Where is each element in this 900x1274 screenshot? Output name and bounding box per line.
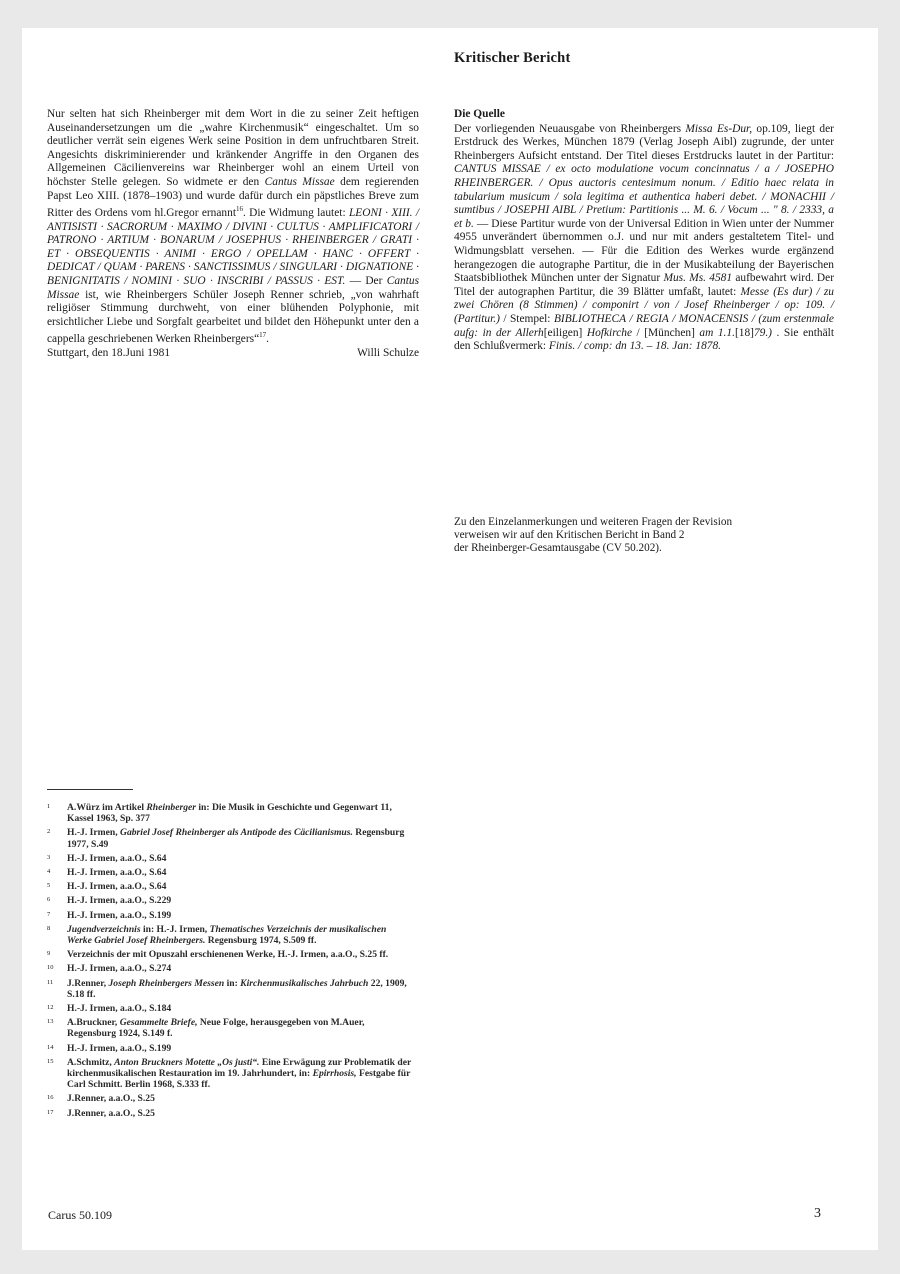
footnote-text: J.Renner, a.a.O., S.25 <box>67 1093 155 1105</box>
footnote-text: H.-J. Irmen, a.a.O., S.184 <box>67 1003 172 1015</box>
footnote-number: 4 <box>47 868 51 876</box>
footnote-text: H.-J. Irmen, a.a.O., S.64 <box>67 881 167 893</box>
footnote-number: 1 <box>47 803 51 810</box>
footnote-number: 17 <box>47 1108 54 1116</box>
footnote-number: 3 <box>47 853 51 861</box>
footnote-number: 9 <box>47 950 51 958</box>
footnote-number: 12 <box>47 1004 54 1012</box>
revision-line: der Rheinberger-Gesamtausgabe (CV 50.202). <box>454 541 662 554</box>
footnote-text: H.-J. Irmen, a.a.O., S.199 <box>67 909 172 921</box>
place-date: Stuttgart, den 18.Juni 1981 <box>47 346 171 359</box>
footnote-item <box>47 1108 412 1119</box>
signature-row <box>47 347 419 361</box>
footnote-item <box>47 1017 412 1039</box>
revision-note <box>454 516 834 554</box>
footnote-number: 11 <box>47 978 54 986</box>
footnote-item <box>47 802 412 824</box>
revision-line: Zu den Einzelanmerkungen und weiteren Fragen der Revision <box>454 516 733 528</box>
footnote-item <box>47 1057 412 1091</box>
footnote-number: 13 <box>47 1018 54 1026</box>
footnote-item <box>47 924 412 946</box>
foreword-column <box>47 108 419 360</box>
footnote-text: A.Schmitz, Anton Bruckners Motette „Os justi“. Eine Erwägung zur Problematik der kirchenmusikalischen Restauration im 19. Jahrhundert, in: Epirrhosis, Festgabe für Carl Schmitt. Berlin 1968, S.333 ff. <box>67 1056 412 1091</box>
footnote-item <box>47 949 412 960</box>
source-column <box>454 108 834 354</box>
page-heading: Kritischer Bericht <box>454 50 571 66</box>
footnote-text: H.-J. Irmen, a.a.O., S.64 <box>67 852 167 864</box>
footnote-number: 8 <box>47 924 51 932</box>
section-title: Die Quelle <box>454 108 505 120</box>
footnotes-list <box>47 802 412 1122</box>
source-text: Der vorliegenden Neuausgabe von Rheinbergers Missa Es-Dur, op.109, liegt der Erstdruck des Werkes, München 1879 (Verlag Joseph Aibl) zugrunde, der unter Rheinbergers Aufsicht entstand. Der Titel dieses Erstdrucks lautet in der Partitur: CANTUS MISSAE / ex octo modulatione vocum concinnatus / a / JOSEPHO RHEINBERGER. / Opus auctoris centesimum nonum. / Editio haec relata in tabularium musicum / sola legitima et authentica haberi debet. / MONACHII / sumtibus / JOSEPHI AIBL / Pretium: Partitionis ... M. 6. / Vocum ... " 8. / 2333, a et b. — Diese Partitur wurde von der Universal Edition in Wien unter der Nummer 4955 unverändert übernommen o.J. und nur mit anders gestaltetem Titel- und Widmungsblatt versehen. — Für die Edition des Werkes wurde ergänzend herangezogen die autographe Partitur, die in der Musikabteilung der Bayerischen Staatsbibliothek München unter der Signatur Mus. Ms. 4581 aufbewahrt wird. Der Titel der autographen Partitur, die 39 Blätter umfaßt, lautet: Messe (Es dur) / zu zwei Chören (8 Stimmen) / componirt / von / Josef Rheinberger / op: 109. / (Partitur.) / Stempel: BIBLIOTHECA / REGIA / MONACENSIS / (zum erstenmale aufg: in der Allerh[eiligen] Hofkirche / [München] am 1.1.[18]79.) . Sie enthält den Schlußvermerk: Finis. / comp: dn 13. – 18. Jan: 1878. <box>454 122 834 353</box>
footnote-divider <box>47 789 133 790</box>
document-page <box>22 28 878 1250</box>
footnote-item <box>47 963 412 974</box>
footnote-text: H.-J. Irmen, Gabriel Josef Rheinberger als Antipode des Cäcilianismus. Regensburg 1977, S.49 <box>67 827 405 850</box>
footnote-number: 2 <box>47 828 51 836</box>
footnote-text: J.Renner, Joseph Rheinbergers Messen in: Kirchenmusikalisches Jahrbuch 22, 1909, S.18 ff. <box>67 977 407 1000</box>
foreword-text: Nur selten hat sich Rheinberger mit dem Wort in die zu seiner Zeit heftigen Auseinandersetzungen um die „wahre Kirchenmusik“ eingeschaltet. Um so deutlicher verrät sein eigenes Werk seine Position in dem unfruchtbaren Streit. Angesichts diskriminierender und kränkender Angriffe in den Organen des Allgemeinen Cäcilienvereins war Rheinberger wohl an einem Urteil von höchster Stelle gelegen. So widmete er den Cantus Missae dem regierenden Papst Leo XIII. (1878–1903) und wurde dafür durch ein päpstliches Breve zum Ritter des Ordens vom hl.Gregor ernannt$^{16}$. Die Widmung lautet: LEONI · XIII. / ANTISISTI · SACRORUM · MAXIMO / DIVINI · CULTUS · AMPLIFICATORI / PATRONO · ARTIUM · BONARUM / JOSEPHUS · RHEINBERGER / GRATI · ET · OBSEQUENTIS · ANIMI · ERGO / OPELLAM · HANC · OFFERT · DEDICAT / QUAM · PARENS · SANCTISSIMUS / SINGULARI · DIGNATIONE · BENIGNITATIS / NOMINI · SUO · INSCRIBI / PASSUS · EST. — Der Cantus Missae ist, wie Rheinbergers Schüler Joseph Renner schrieb, „von wahrhaft religiöser Stimmung durchweht, von einer blühenden Polyphonie, mit ersichtlicher Liebe und Sorgfalt gearbeitet und bildet den Höhepunkt unter den a cappella geschriebenen Werken Rheinbergers“$^{17}$. <box>47 108 420 346</box>
footnote-text: A.Bruckner, Gesammelte Briefe, Neue Folge, herausgegeben von M.Auer, Regensburg 1924, S.149 f. <box>67 1017 365 1040</box>
footnote-item <box>47 827 412 849</box>
footnote-number: 14 <box>47 1043 54 1051</box>
footnote-item <box>47 1093 412 1104</box>
publisher-code: Carus 50.109 <box>48 1208 112 1222</box>
footnote-text: J.Renner, a.a.O., S.25 <box>67 1107 155 1119</box>
footnote-number: 15 <box>47 1057 54 1065</box>
footnote-text: Jugendverzeichnis in: H.-J. Irmen, Thematisches Verzeichnis der musikalischen Werke Gabriel Josef Rheinbergers. Regensburg 1974, S.509 ff. <box>67 923 387 947</box>
footnote-item <box>47 1003 412 1014</box>
footnote-item <box>47 867 412 878</box>
footnote-item <box>47 1043 412 1054</box>
footnote-number: 10 <box>47 964 54 972</box>
revision-line: verweisen wir auf den Kritischen Bericht in Band 2 <box>454 528 685 541</box>
footnote-number: 7 <box>47 910 51 918</box>
footnote-item <box>47 978 412 1000</box>
footnote-text: A.Würz im Artikel Rheinberger in: Die Musik in Geschichte und Gegenwart 11, Kassel 1963, Sp. 377 <box>67 802 392 825</box>
footnote-text: Verzeichnis der mit Opuszahl erschienenen Werke, H.-J. Irmen, a.a.O., S.25 ff. <box>67 949 389 961</box>
footnote-text: H.-J. Irmen, a.a.O., S.229 <box>67 895 172 907</box>
footnote-item <box>47 895 412 906</box>
footnote-text: H.-J. Irmen, a.a.O., S.64 <box>67 867 167 879</box>
footnote-item <box>47 910 412 921</box>
page-number: 3 <box>814 1206 821 1221</box>
footnote-item <box>47 853 412 864</box>
footnote-number: 5 <box>47 882 51 890</box>
footnote-text: H.-J. Irmen, a.a.O., S.199 <box>67 1042 172 1054</box>
author-name: Willi Schulze <box>357 346 419 359</box>
footnote-item <box>47 881 412 892</box>
footnote-number: 16 <box>47 1094 54 1102</box>
footnote-text: H.-J. Irmen, a.a.O., S.274 <box>67 963 172 975</box>
footnote-number: 6 <box>47 896 51 904</box>
